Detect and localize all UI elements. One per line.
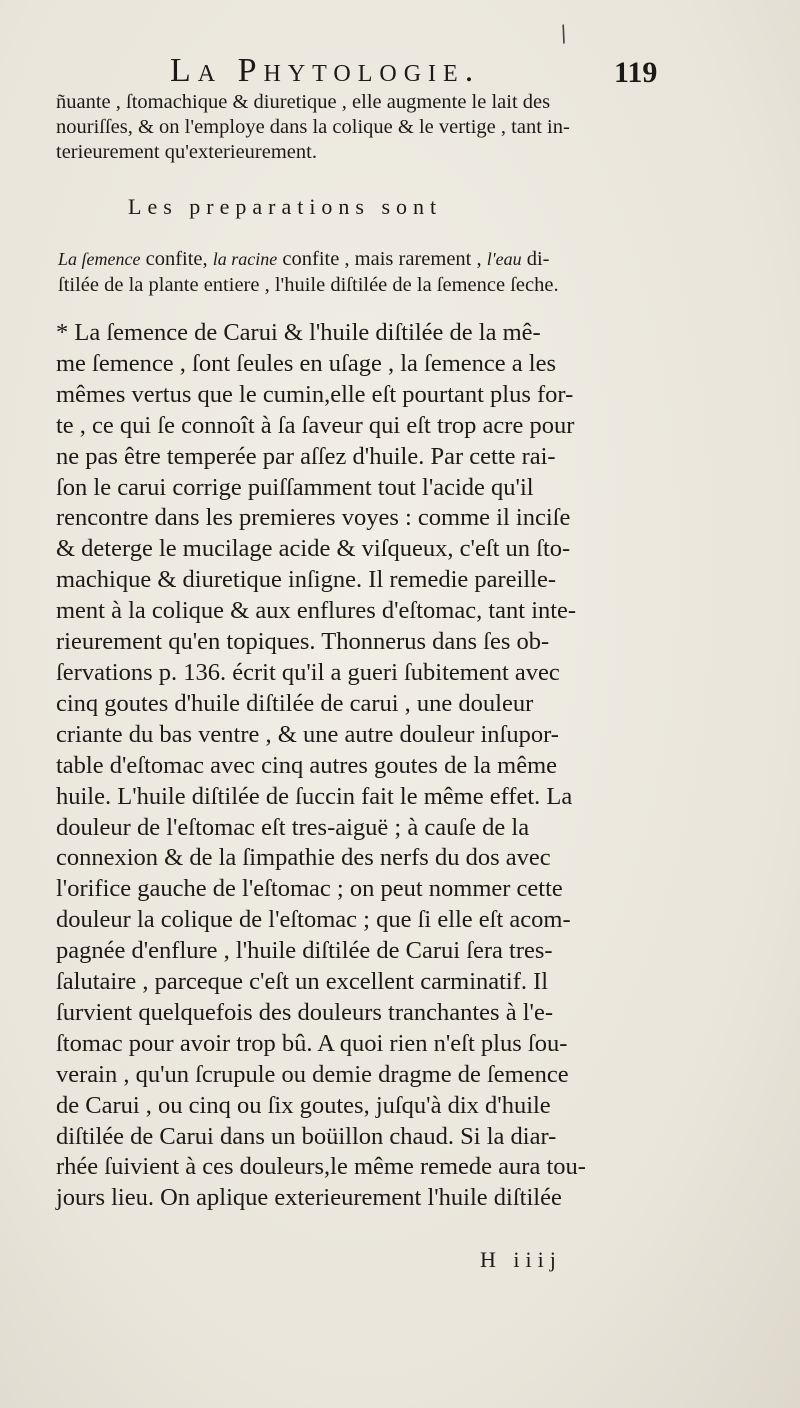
- text-line: nouriſſes, & on l'employe dans la colique & le vertige , tant in-: [56, 116, 570, 138]
- text-line: table d'eſtomac avec cinq autres goutes de la même: [56, 751, 558, 779]
- text-line: l'orifice gauche de l'eſtomac ; on peut nommer cette: [56, 875, 563, 903]
- text-line: diſtilée de Carui dans un boüillon chaud. Si la diar-: [56, 1122, 557, 1150]
- text-line: criante du bas ventre , & une autre douleur inſupor-: [56, 720, 559, 748]
- text-line: jours lieu. On aplique exterieurement l'huile diſtilée: [56, 1184, 562, 1212]
- text-line: & deterge le mucilage acide & viſqueux, c'eſt un ſto-: [56, 535, 571, 563]
- text-line: te , ce qui ſe connoît à ſa ſaveur qui eſt trop acre pour: [56, 411, 575, 439]
- text-line: cinq goutes d'huile diſtilée de carui , une douleur: [56, 689, 534, 717]
- text-segment: di-: [521, 248, 550, 270]
- text-line: ment à la colique & aux enflures d'eſtomac, tant inte-: [56, 597, 577, 625]
- text-line: connexion & de la ſimpathie des nerfs du dos avec: [56, 844, 551, 872]
- signature-mark: H iiij: [480, 1247, 562, 1272]
- preparations-paragraph: [58, 246, 670, 298]
- text-segment: confite , mais rarement ,: [277, 248, 487, 270]
- text-line: ſervations p. 136. écrit qu'il a gueri ſubitement avec: [56, 658, 560, 686]
- text-line: machique & diuretique inſigne. Il remedie pareille-: [56, 566, 557, 594]
- italic-term: l'eau: [486, 249, 522, 269]
- text-line: ſtilée de la plante entiere , l'huile diſtilée de la ſemence ſeche.: [58, 274, 559, 296]
- text-line: * La ſemence de Carui & l'huile diſtilée de la mê-: [56, 319, 541, 346]
- text-line: ſtomac pour avoir trop bû. A quoi rien n'eſt plus ſou-: [56, 1029, 568, 1057]
- text-line: douleur de l'eſtomac eſt tres-aiguë ; à cauſe de la: [56, 813, 530, 841]
- italic-term: La ſemence: [58, 249, 141, 269]
- text-line: rhée ſuivient à ces douleurs,le même remede aura tou-: [56, 1153, 586, 1181]
- page-number: 119: [614, 56, 658, 89]
- text-line: huile. L'huile diſtilée de ſuccin fait le même effet. La: [56, 782, 573, 810]
- text-line: pagnée d'enflure , l'huile diſtilée de Carui ſera tres-: [56, 937, 553, 965]
- text-line: douleur la colique de l'eſtomac ; que ſi elle eſt acom-: [56, 906, 571, 934]
- text-line: verain , qu'un ſcrupule ou demie dragme de ſemence: [56, 1060, 569, 1088]
- main-paragraph: [56, 318, 676, 1214]
- section-heading: Les preparations sont: [128, 194, 443, 219]
- running-title: La Phytologie.: [170, 52, 481, 89]
- text-line: me ſemence , ſont ſeules en uſage , la ſemence a les: [56, 349, 556, 377]
- text-line: de Carui , ou cinq ou ſix goutes, juſqu'à dix d'huile: [56, 1091, 551, 1119]
- text-line: rieurement qu'en topiques. Thonnerus dans ſes ob-: [56, 628, 550, 656]
- text-line: [58, 246, 670, 272]
- text-line: ne pas être temperée par aſſez d'huile. Par cette rai-: [56, 442, 556, 470]
- ink-mark: /: [555, 21, 572, 48]
- text-line: ſurvient quelquefois des douleurs tranchantes à l'e-: [56, 998, 553, 1026]
- italic-term: la racine: [212, 249, 278, 269]
- text-line: terieurement qu'exterieurement.: [56, 141, 317, 163]
- text-line: ſon le carui corrige puiſſamment tout l'acide qu'il: [56, 473, 534, 501]
- text-line: ñuante , ſtomachique & diuretique , elle augmente le lait des: [56, 91, 551, 113]
- text-segment: confite,: [140, 248, 213, 270]
- text-line: ſalutaire , parceque c'eſt un excellent carminatif. Il: [56, 968, 549, 996]
- text-line: rencontre dans les premieres voyes : comme il inciſe: [56, 504, 571, 532]
- intro-paragraph: [56, 90, 670, 165]
- text-line: mêmes vertus que le cumin,elle eſt pourtant plus for-: [56, 380, 574, 408]
